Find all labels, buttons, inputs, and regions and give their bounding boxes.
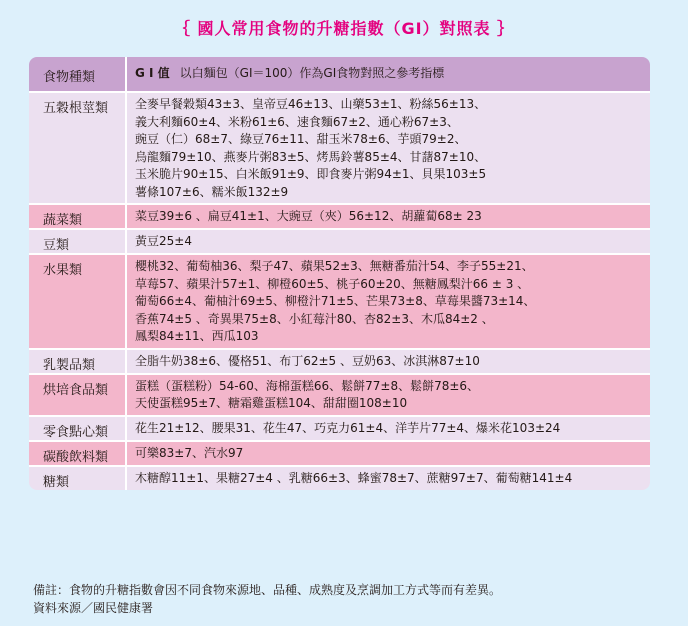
table-row [29, 373, 650, 415]
value-line: 香蕉74±5 、奇異果75±8、小紅莓汁80、杏82±3、木瓜84±2 、 [135, 311, 494, 326]
value-line: 全麥早餐穀類43±3、皇帝豆46±13、山藥53±1、粉絲56±13、 [135, 97, 487, 111]
footer-source: 資料來源／國民健康署 [33, 601, 154, 615]
value-line: 豌豆（仁）68±7、綠豆76±11、甜玉米78±6、芋頭79±2、 [135, 132, 467, 146]
header-gi-cell [127, 57, 650, 91]
row-values [127, 350, 650, 373]
value-line: 全脂牛奶38±6、優格51、布丁62±5 、豆奶63、冰淇淋87±10 [135, 353, 480, 368]
page-title: ｛ 國人常用食物的升糖指數（GI）對照表 ｝ [173, 19, 515, 38]
row-values [127, 230, 650, 253]
value-line: 可樂83±7、汽水97 [135, 445, 244, 460]
header-category: 食物種類 [29, 57, 127, 91]
row-category: 乳製品類 [29, 350, 127, 373]
value-line: 玉米脆片90±15、白米飯91±9、即食麥片粥94±1、貝果103±5 [135, 167, 487, 181]
value-line: 菜豆39±6 、扁豆41±1、大豌豆（夾）56±12、胡蘿蔔68± 23 [135, 209, 482, 223]
row-values [127, 417, 650, 440]
row-category: 豆類 [29, 230, 127, 253]
table-row [29, 348, 650, 373]
row-values [127, 375, 650, 415]
table-row [29, 228, 650, 253]
value-line: 草莓57、蘋果汁57±1、柳橙60±5、桃子60±20、無糖鳳梨汁66 ± 3 、 [135, 276, 530, 291]
footer-note: 備註：食物的升糖指數會因不同食物來源地、品種、成熟度及烹調加工方式等而有差異。 [33, 583, 502, 597]
gi-table [29, 57, 650, 490]
row-values [127, 442, 650, 465]
row-category: 烘培食品類 [29, 375, 127, 415]
value-line: 烏龍麵79±10、燕麥片粥83±5、烤馬鈴薯85±4、甘藷87±10、 [135, 149, 487, 164]
table-row [29, 415, 650, 440]
row-category: 零食點心類 [29, 417, 127, 440]
row-category: 糖類 [29, 467, 127, 490]
row-values [127, 255, 650, 348]
footer-notes [33, 581, 501, 617]
value-line: 花生21±12、腰果31、花生47、巧克力61±4、洋芋片77±4、爆米花103±24 [135, 420, 561, 435]
value-line: 櫻桃32、葡萄柚36、梨子47、蘋果52±3、無糖番茄汁54、李子55±21、 [135, 259, 534, 273]
header-gi-label: G I 值 [135, 66, 170, 80]
table-row [29, 203, 650, 228]
value-line: 木糖醇11±1、果糖27±4 、乳糖66±3、蜂蜜78±7、蔗糖97±7、葡萄糖141±4 [135, 470, 573, 485]
table-header-row [29, 57, 650, 91]
table-row [29, 253, 650, 348]
row-values [127, 205, 650, 228]
value-line: 義大利麵60±4、米粉61±6、速食麵67±2、通心粉67±3、 [135, 114, 459, 129]
header-description: 以白麵包（GI＝100）作為GI食物對照之參考指標 [179, 66, 445, 80]
row-values [127, 93, 650, 203]
table-row [29, 465, 650, 490]
row-category: 蔬菜類 [29, 205, 127, 228]
row-category: 五穀根莖類 [29, 93, 127, 203]
value-line: 黃豆25±4 [135, 234, 192, 248]
table-row [29, 91, 650, 203]
value-line: 薯條107±6、糯米飯132±9 [135, 184, 289, 199]
table-row [29, 440, 650, 465]
row-category: 碳酸飲料類 [29, 442, 127, 465]
value-line: 葡萄66±4、葡柚汁69±5、柳橙汁71±5、芒果73±8、草莓果醬73±14、 [135, 294, 536, 308]
row-values [127, 467, 650, 490]
value-line: 蛋糕（蛋糕粉）54-60、海棉蛋糕66、鬆餅77±8、鬆餅78±6、 [135, 378, 480, 393]
value-line: 鳳梨84±11、西瓜103 [135, 329, 259, 343]
row-category: 水果類 [29, 255, 127, 348]
value-line: 天使蛋糕95±7、糖霜雞蛋糕104、甜甜圈108±10 [135, 396, 408, 410]
